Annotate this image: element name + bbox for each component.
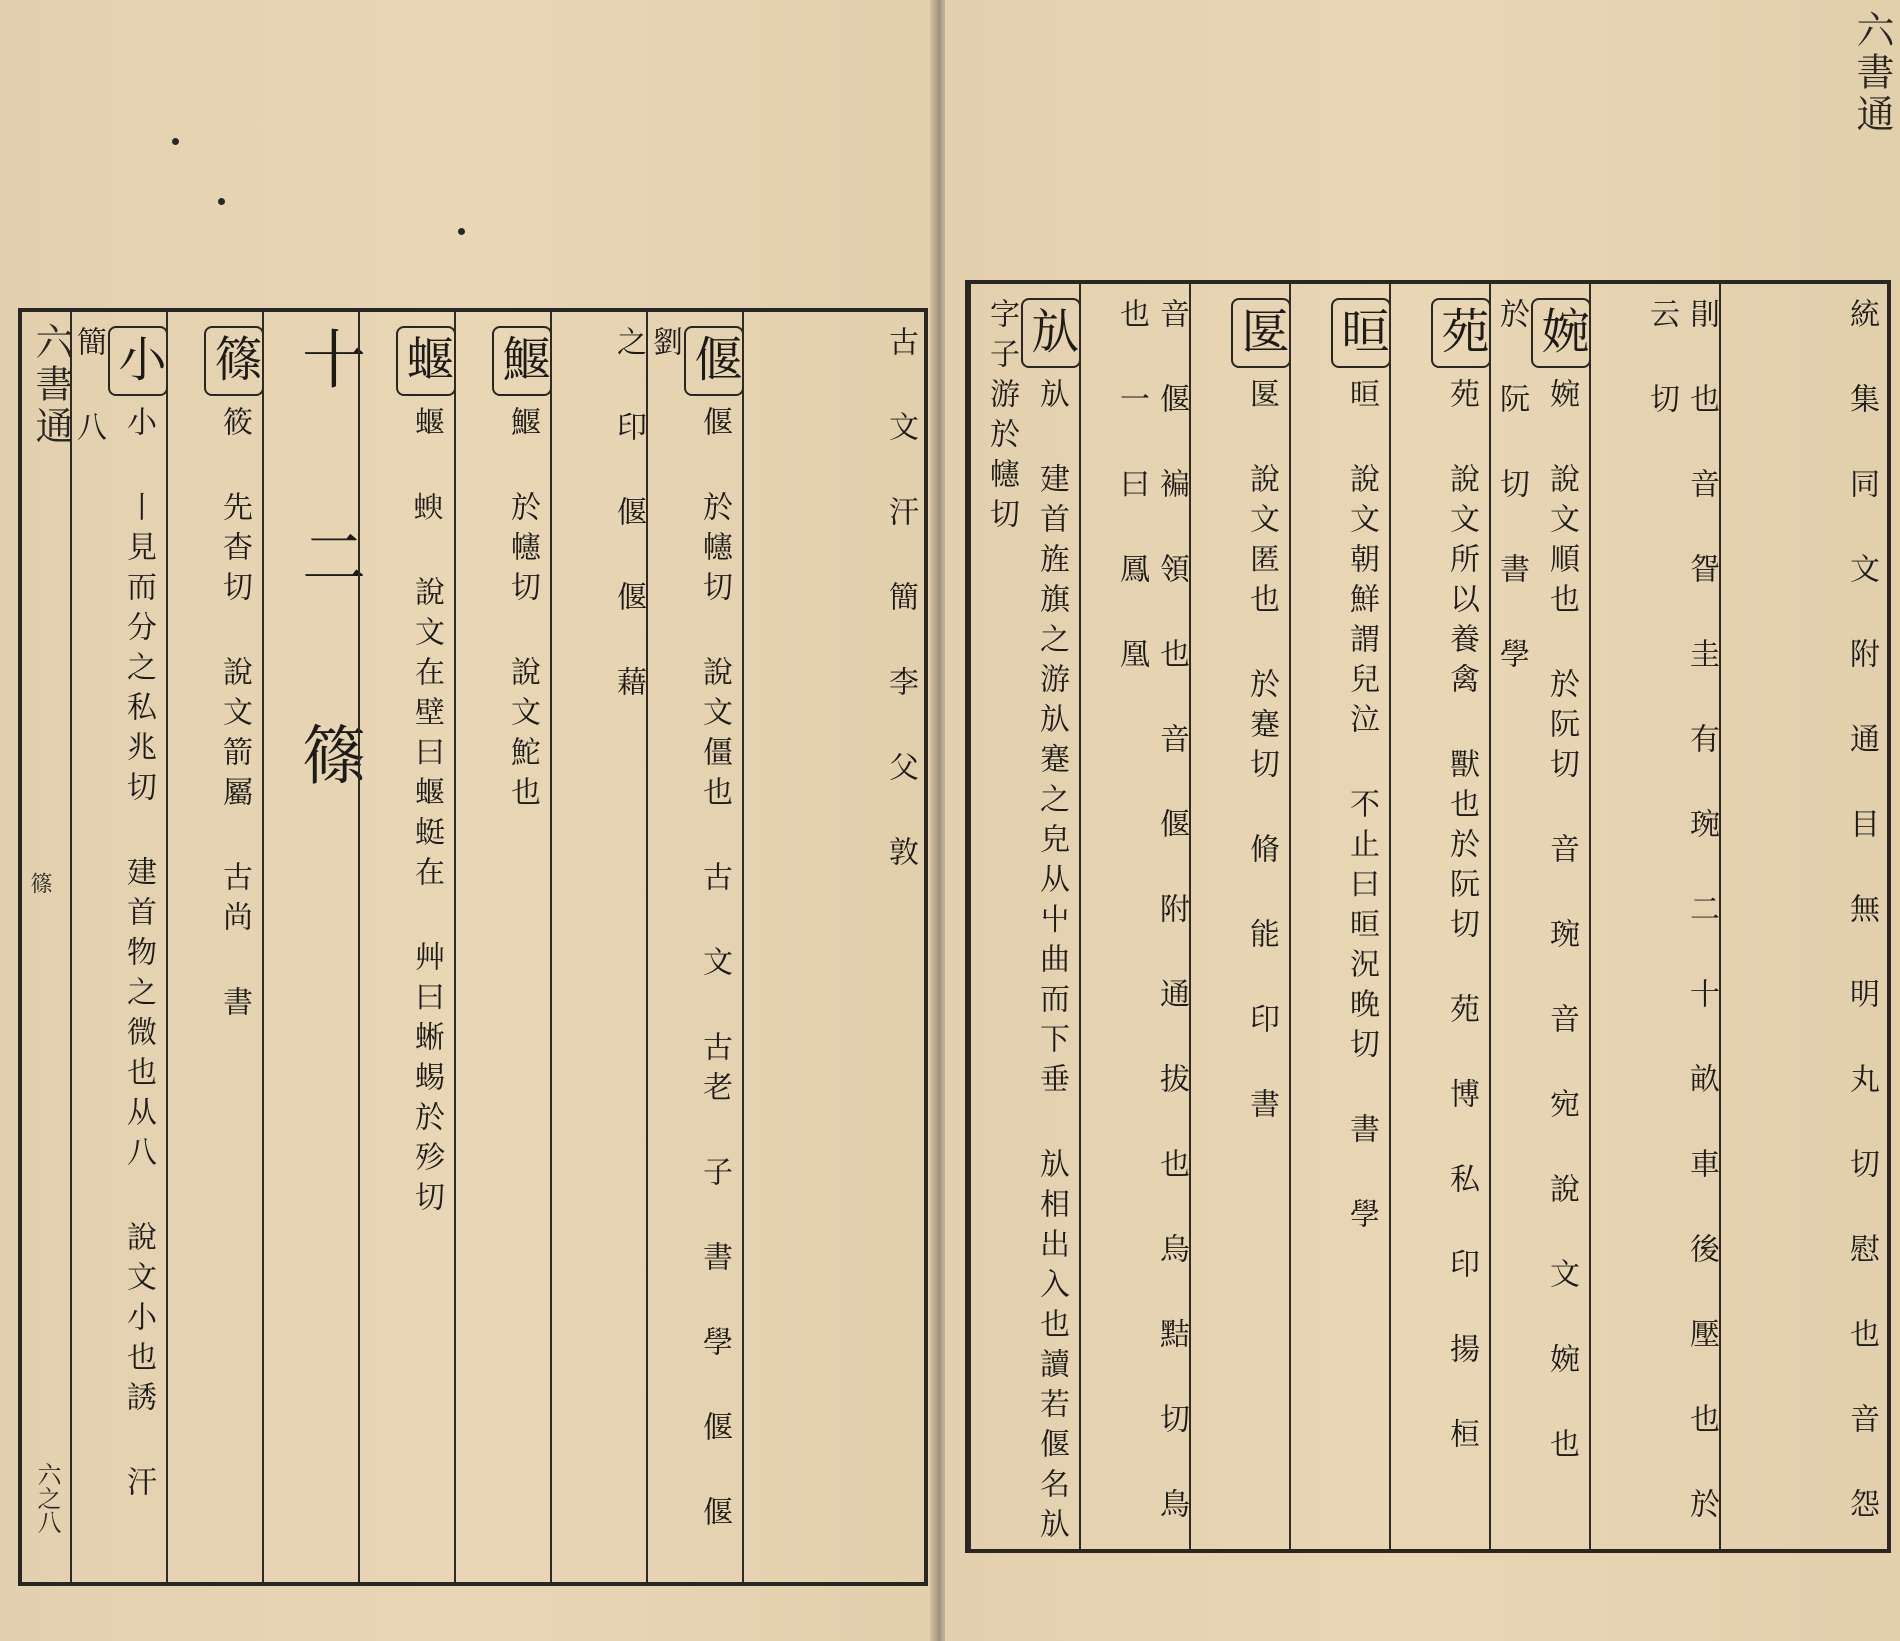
column-7: [646, 312, 744, 1582]
right-page-frame: [965, 280, 1891, 1553]
column-7: [1589, 284, 1721, 1549]
entry-text: 古 文 汗 簡 李 父 敦: [883, 326, 918, 876]
entry-text: 統 集 同 文 附 通 目 無 明 丸 切 慰 也 音 怨: [1844, 298, 1879, 1528]
ink-dot: [458, 228, 465, 235]
entry-head: 篠: [204, 326, 264, 396]
entry-head: 婉: [1531, 298, 1591, 368]
ink-dot: [172, 138, 179, 145]
entry-text: 婉 說文順也 於阮切 音 琬 音 宛 說 文 婉 也 於 阮 切 書 學: [1494, 298, 1579, 1468]
entry-head: 鰋: [492, 326, 552, 396]
column-8: [742, 312, 920, 1582]
column-1: [70, 312, 168, 1582]
entry-text: 苑 說文所以養禽 獸也於阮切 苑 博 私 印 揚 桓: [1444, 378, 1479, 1458]
column-1: [969, 284, 1081, 1549]
entry-text: 㫃 建首旌旗之游㫃蹇之皃从屮曲而下垂 㫃相出入也讀若偃名㫃字子游於幰切: [984, 298, 1069, 1548]
entry-head: 苑: [1431, 298, 1491, 368]
entry-head: 偃: [684, 326, 744, 396]
column-4: [358, 312, 456, 1582]
entry-text: 筱 先杳切 說文箭屬 古尚 書: [217, 406, 252, 1026]
entry-text: 晅 說文朝鮮謂兒泣 不止曰晅況晚切 書 學: [1344, 378, 1379, 1238]
left-page: [0, 0, 940, 1641]
entry-text: 匽 說文匿也 於蹇切 脩 能 印 書: [1244, 378, 1279, 1128]
entry-head: 匽: [1231, 298, 1291, 368]
ink-dot: [218, 198, 225, 205]
left-page-frame: [18, 308, 928, 1586]
entry-text: 音 偃 褊 領 也 音 偃 附 通 拔 也 烏 黠 切 鳥 也 一 曰 鳳 凰: [1114, 298, 1189, 1528]
rhyme-heading: 十 二 篠: [291, 326, 365, 816]
entry-text: 偃 於幰切 說文僵也 古 文 古老 子 書 學 偃 偃 劉: [647, 326, 732, 1536]
entry-head: 㫃: [1021, 298, 1081, 368]
column-5: [1389, 284, 1491, 1549]
column-3: [262, 312, 365, 1582]
entry-head: 晅: [1331, 298, 1391, 368]
margin-section: 篠: [27, 872, 52, 898]
margin-title: 六書通: [1850, 10, 1894, 136]
entry-head: 蝘: [396, 326, 456, 396]
column-5: [454, 312, 552, 1582]
entry-text: 鰋 於幰切 說文鮀也: [505, 406, 540, 816]
right-page: [945, 0, 1900, 1641]
column-8: [1719, 284, 1881, 1549]
margin-title: 六書通: [29, 322, 73, 448]
entry-text: 小 丨見而分之私兆切 建首物之微也从八 說文小也誘 汗 簡 八: [71, 326, 156, 1506]
column-6: [550, 312, 648, 1582]
entry-text: 剈 也 音 眢 圭 有 琬 二 十 畝 車 後 壓 也 於 云 切: [1644, 298, 1719, 1528]
column-4: [1289, 284, 1391, 1549]
entry-head: 小: [108, 326, 168, 396]
column-2: [166, 312, 264, 1582]
column-2: [1079, 284, 1191, 1549]
column-3: [1189, 284, 1291, 1549]
entry-text: 之 印 偃 偃 藉: [611, 326, 646, 706]
page-number: 六之八: [33, 1462, 61, 1534]
column-6: [1489, 284, 1591, 1549]
entry-text: 蝘 𧍳 說文在壁曰蝘蜓在 艸曰蜥蜴於殄切: [409, 406, 444, 1221]
